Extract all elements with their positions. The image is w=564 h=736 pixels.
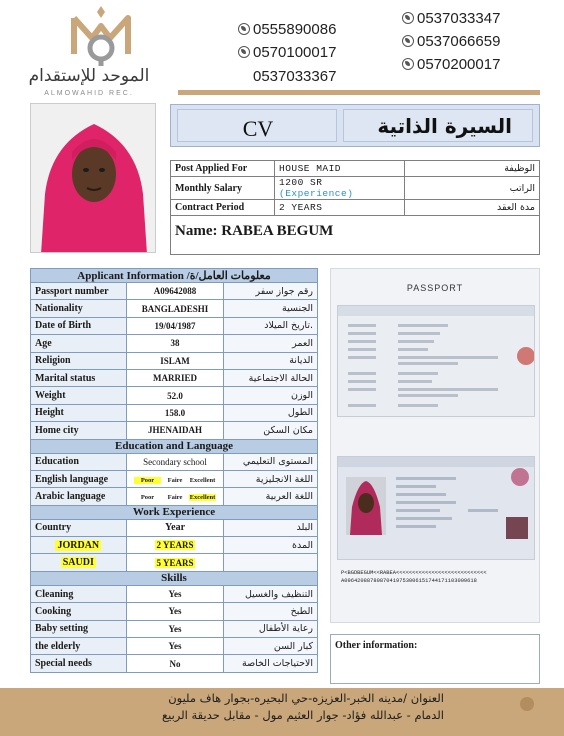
salary-label: Monthly Salary <box>171 177 275 200</box>
other-information-label: Other information: <box>335 640 418 651</box>
table-row: Special needs No الاحتياجات الخاصة <box>31 655 318 672</box>
phone-icon <box>402 35 414 47</box>
contract-label-ar: مدة العقد <box>405 200 540 216</box>
contract-value: 2 YEARS <box>275 200 405 216</box>
table-row: Height 158.0 الطول <box>31 404 318 421</box>
table-row: Religion ISLAM الديانة <box>31 352 318 369</box>
applicant-photo <box>30 103 156 253</box>
post-label: Post Applied For <box>171 161 275 177</box>
table-row: Nationality BANGLADESHI الجنسية <box>31 300 318 317</box>
footer-address-bar <box>0 688 564 736</box>
brand-name-ar: الموحد للإستقدام <box>28 66 150 86</box>
contract-label: Contract Period <box>171 200 275 216</box>
table-row: JORDAN 2 YEARS المدة <box>31 537 318 554</box>
phone-icon <box>402 12 414 24</box>
table-row: Home city JHENAIDAH مكان السكن <box>31 422 318 439</box>
section-applicant-info: Applicant Information /معلومات العامل/ة <box>31 269 318 283</box>
arabic-level: Poor Faire Excellent <box>126 488 224 505</box>
applicant-name: Name: RABEA BEGUM <box>175 223 334 239</box>
phone-icon <box>238 23 250 35</box>
header-divider <box>178 90 540 95</box>
phone-number[interactable]: 0537033367 <box>253 68 337 85</box>
passport-mrz: P<BGDBEGUM<<RABEA<<<<<<<<<<<<<<<<<<<<<<<<<<<< A09642088780870419753006151744171103009618 <box>341 570 487 584</box>
phone-icon <box>238 46 250 58</box>
table-row: Cleaning Yes التنظيف والغسيل <box>31 585 318 602</box>
phone-number[interactable]: 0570100017 <box>238 44 336 61</box>
logo-mark-icon <box>66 4 136 66</box>
other-information-box <box>330 634 540 684</box>
table-row: Baby setting Yes رعاية الأطفال <box>31 620 318 637</box>
post-value: HOUSE MAID <box>275 161 405 177</box>
address-line-2: الدمام - عبدالله فؤاد- جوار العثيم مول - مقابل حديقة الربيع <box>162 708 444 722</box>
table-row: Date of Birth 19/04/1987 تاريخ الميلاد. <box>31 317 318 334</box>
passport-panel <box>330 268 540 623</box>
cv-title: CV <box>242 116 274 141</box>
table-row: Cooking Yes الطبخ <box>31 603 318 620</box>
table-row: Country Year البلد <box>31 519 318 536</box>
post-label-ar: الوظيفة <box>405 161 540 177</box>
section-education: Education and Language <box>31 439 318 453</box>
table-row: Age 38 العمر <box>31 335 318 352</box>
table-row: the elderly Yes كبار السن <box>31 638 318 655</box>
table-row: Passport number A09642088 رقم جواز سفر <box>31 283 318 300</box>
phone-icon <box>402 58 414 70</box>
phone-number[interactable]: 0537033347 <box>402 10 500 27</box>
english-level: Poor Faire Excellent <box>126 470 224 487</box>
passport-data-page <box>337 305 535 417</box>
table-row: Arabic language Poor Faire Excellent اللغة العربية <box>31 488 318 505</box>
section-work-experience: Work Experience <box>31 505 318 519</box>
company-logo <box>14 4 164 100</box>
table-row: Weight 52.0 الوزن <box>31 387 318 404</box>
location-pin-icon <box>520 697 534 711</box>
salary-label-ar: الراتب <box>405 177 540 200</box>
cv-title-ar: السيرة الذاتية <box>377 114 512 138</box>
phone-number[interactable]: 0537066659 <box>402 33 500 50</box>
salary-value: 1200 SR (Experience) <box>275 177 405 200</box>
table-row <box>171 161 540 177</box>
address-line-1: العنوان /مدينه الخبر-العزيزه-حي البحيره-بجوار هاف مليون <box>168 691 444 705</box>
section-skills: Skills <box>31 571 318 585</box>
table-row <box>171 177 540 200</box>
phone-number[interactable]: 0570200017 <box>402 56 500 73</box>
passport-photo-page <box>337 456 535 560</box>
table-row: SAUDI 5 YEARS <box>31 554 318 571</box>
table-row: Education Secondary school المستوى التعليمي <box>31 453 318 470</box>
table-row: Marital status MARRIED الحالة الاجتماعية <box>31 369 318 386</box>
phone-number[interactable]: 0555890086 <box>238 21 336 38</box>
applicant-name-box <box>170 212 540 255</box>
table-row: English language Poor Faire Excellent اللغة الانجليزية <box>31 470 318 487</box>
cv-title-bar <box>170 104 540 147</box>
passport-title: PASSPORT <box>406 283 464 293</box>
applicant-info-table <box>30 268 318 673</box>
post-table <box>170 160 540 216</box>
brand-name-en: ALMOWAHID REC. <box>44 90 134 97</box>
